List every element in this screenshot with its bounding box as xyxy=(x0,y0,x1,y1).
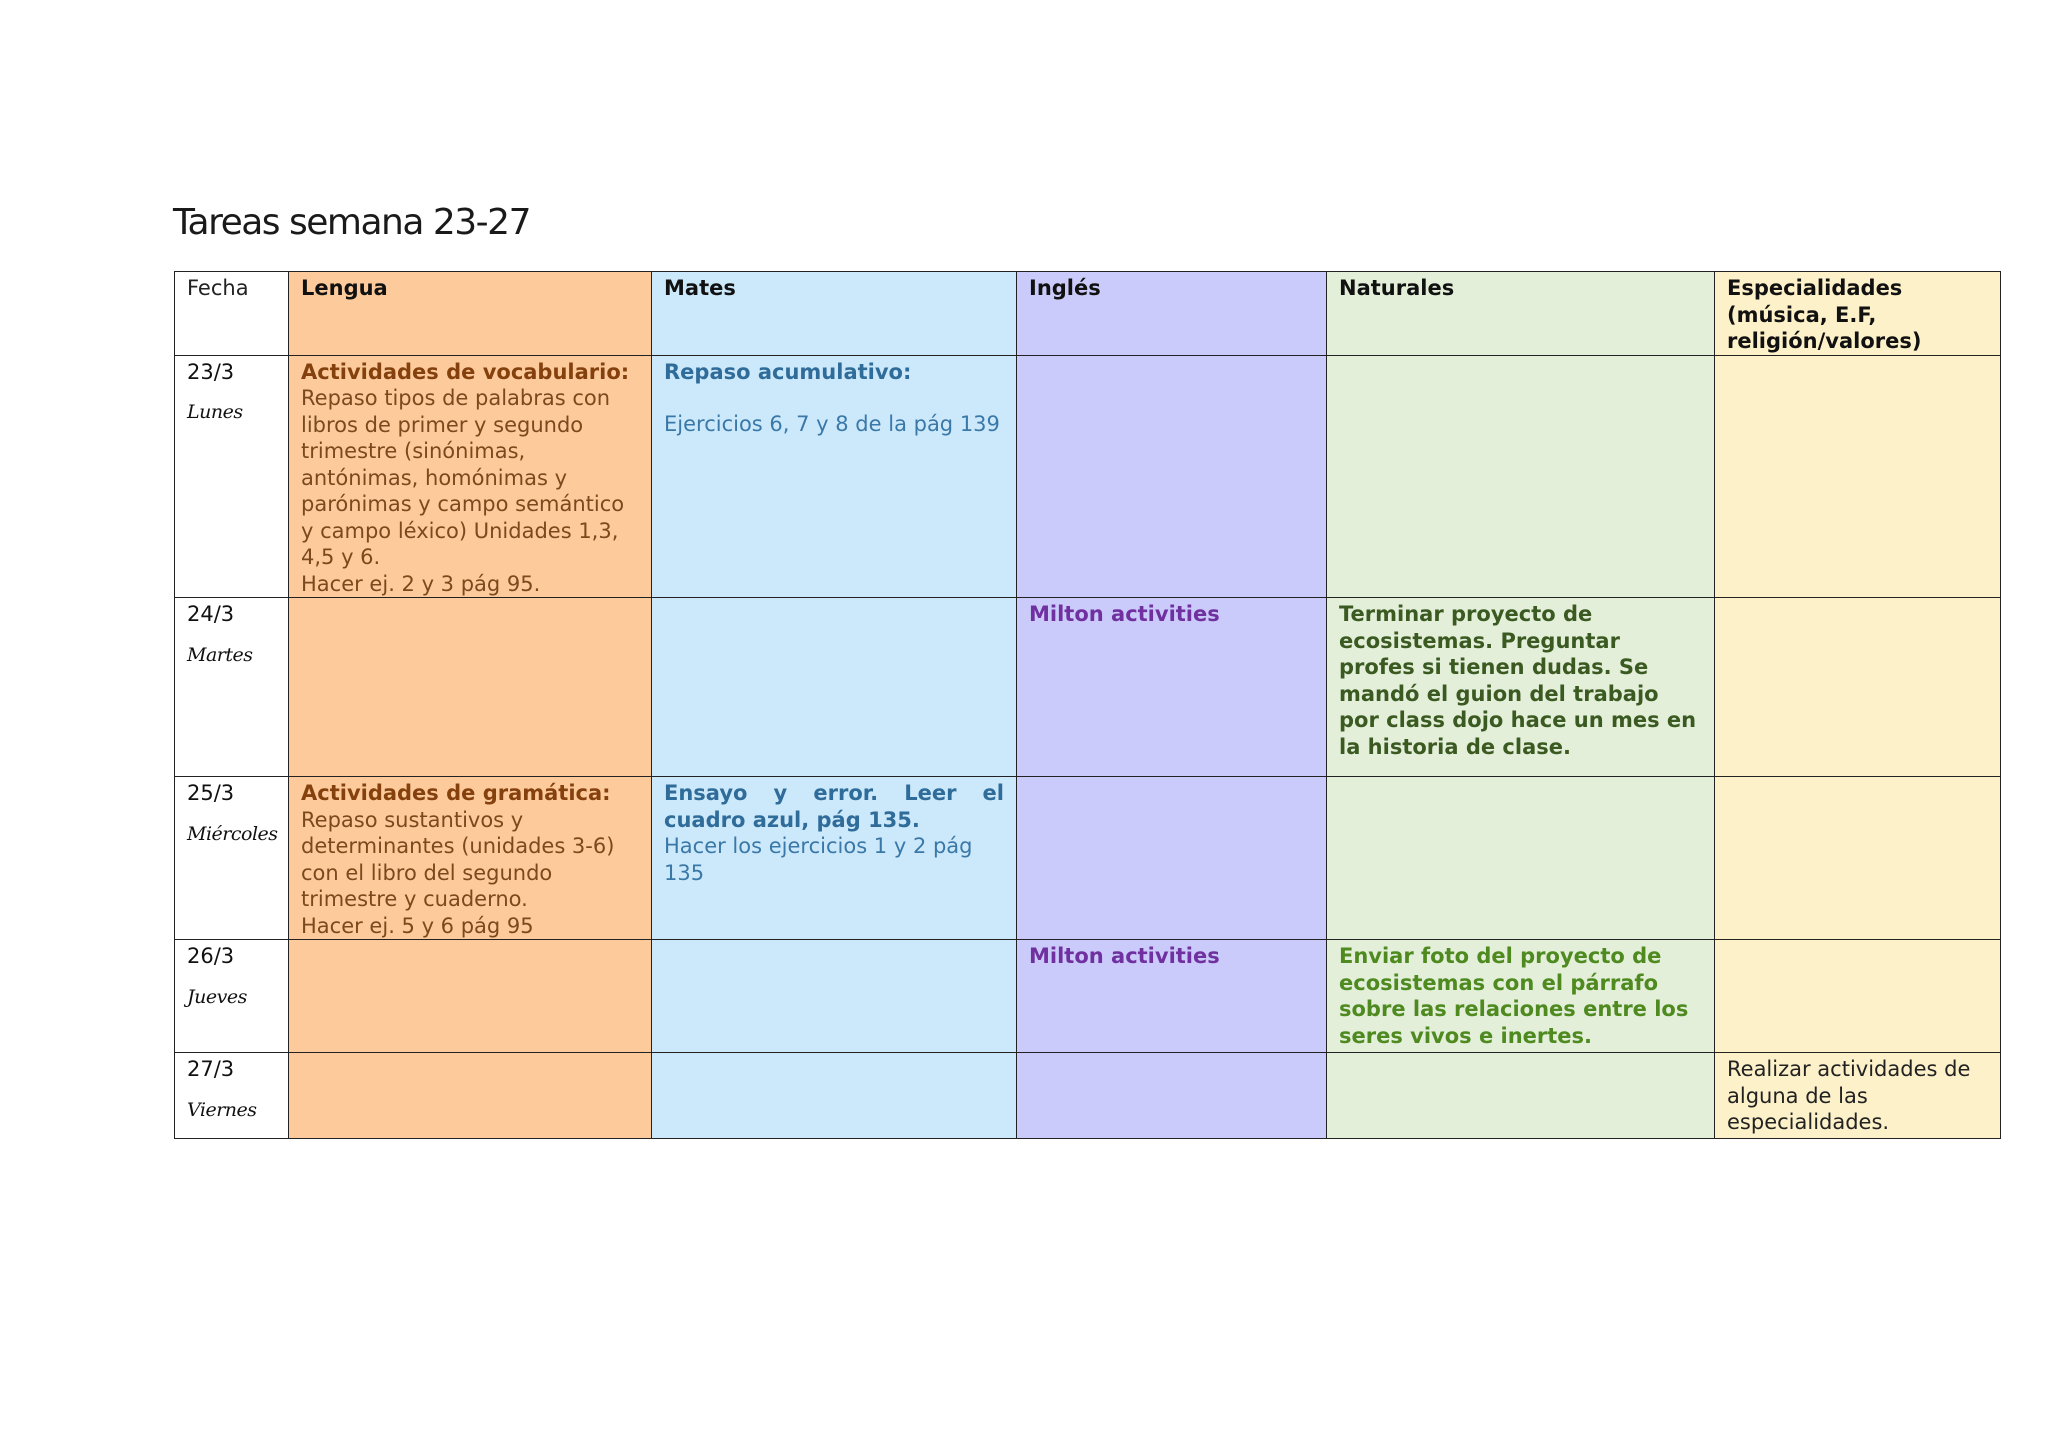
table-row xyxy=(175,1053,2001,1139)
naturales-cell xyxy=(1327,1053,1715,1139)
naturales-cell: Terminar proyecto de ecosistemas. Preguntar profes si tienen dudas. Se mandó el guion del trabajo por class dojo hace un mes en la historia de clase. xyxy=(1327,598,1715,777)
header-especialidades: Especialidades (música, E.F, religión/valores) xyxy=(1715,272,2001,356)
lengua-activity-text: Repaso tipos de palabras con libros de primer y segundo trimestre (sinónimas, antónimas, homónimas y parónimas y campo semántico y campo léxico) Unidades 1,3, 4,5 y 6. xyxy=(301,386,625,569)
especialidades-cell xyxy=(1715,598,2001,777)
day-name: Jueves xyxy=(187,985,247,1008)
header-naturales: Naturales xyxy=(1327,272,1715,356)
lengua-cell xyxy=(289,777,652,940)
ingles-cell: Milton activities xyxy=(1017,598,1327,777)
lengua-activity-task: Hacer ej. 5 y 6 pág 95 xyxy=(301,913,534,938)
lengua-cell xyxy=(289,1053,652,1139)
date-cell xyxy=(175,355,289,598)
ingles-cell xyxy=(1017,355,1327,598)
date-number: 24/3 xyxy=(187,602,235,626)
date-cell xyxy=(175,777,289,940)
weekly-task-table xyxy=(174,271,2001,1139)
especialidades-cell xyxy=(1715,355,2001,598)
mates-cell xyxy=(652,355,1017,598)
lengua-cell xyxy=(289,598,652,777)
date-cell xyxy=(175,1053,289,1139)
lengua-cell xyxy=(289,940,652,1053)
ingles-cell: Milton activities xyxy=(1017,940,1327,1053)
ingles-cell xyxy=(1017,1053,1327,1139)
lengua-activity-text: Repaso sustantivos y determinantes (unidades 3-6) con el libro del segundo trimestre y cuaderno. xyxy=(301,807,615,911)
header-mates: Mates xyxy=(652,272,1017,356)
day-name: Lunes xyxy=(187,401,243,423)
lengua-activity-title: Actividades de vocabulario: xyxy=(301,359,630,384)
mates-cell xyxy=(652,1053,1017,1139)
day-name: Viernes xyxy=(187,1098,257,1121)
naturales-cell xyxy=(1327,355,1715,598)
day-name: Martes xyxy=(187,643,253,666)
header-ingles: Inglés xyxy=(1017,272,1327,356)
date-number: 27/3 xyxy=(187,1057,235,1081)
date-cell xyxy=(175,940,289,1053)
mates-activity-text: Ejercicios 6, 7 y 8 de la pág 139 xyxy=(664,412,1000,436)
date-cell xyxy=(175,598,289,777)
table-row xyxy=(175,355,2001,598)
table-row xyxy=(175,940,2001,1053)
lengua-cell xyxy=(289,355,652,598)
naturales-cell xyxy=(1327,777,1715,940)
lengua-activity-title: Actividades de gramática: xyxy=(301,781,611,805)
mates-activity-text: Hacer los ejercicios 1 y 2 pág 135 xyxy=(664,834,973,885)
lengua-activity-task: Hacer ej. 2 y 3 pág 95. xyxy=(301,571,541,596)
especialidades-cell xyxy=(1715,940,2001,1053)
mates-activity-title: Ensayo y error. Leer el cuadro azul, pág 135. xyxy=(664,781,1004,832)
naturales-cell: Enviar foto del proyecto de ecosistemas con el párrafo sobre las relaciones entre los seres vivos e inertes. xyxy=(1327,940,1715,1053)
table-row xyxy=(175,598,2001,777)
table-row xyxy=(175,777,2001,940)
mates-cell xyxy=(652,940,1017,1053)
date-number: 26/3 xyxy=(187,944,235,968)
header-lengua: Lengua xyxy=(289,272,652,356)
especialidades-cell: Realizar actividades de alguna de las especialidades. xyxy=(1715,1053,2001,1139)
page-title: Tareas semana 23-27 xyxy=(173,202,530,243)
date-number: 25/3 xyxy=(187,781,235,805)
mates-activity-title: Repaso acumulativo: xyxy=(664,359,912,384)
header-fecha: Fecha xyxy=(175,272,289,356)
especialidades-cell xyxy=(1715,777,2001,940)
mates-cell xyxy=(652,598,1017,777)
date-number: 23/3 xyxy=(187,359,235,384)
mates-cell xyxy=(652,777,1017,940)
table-header-row xyxy=(175,272,2001,356)
ingles-cell xyxy=(1017,777,1327,940)
day-name: Miércoles xyxy=(187,822,278,845)
